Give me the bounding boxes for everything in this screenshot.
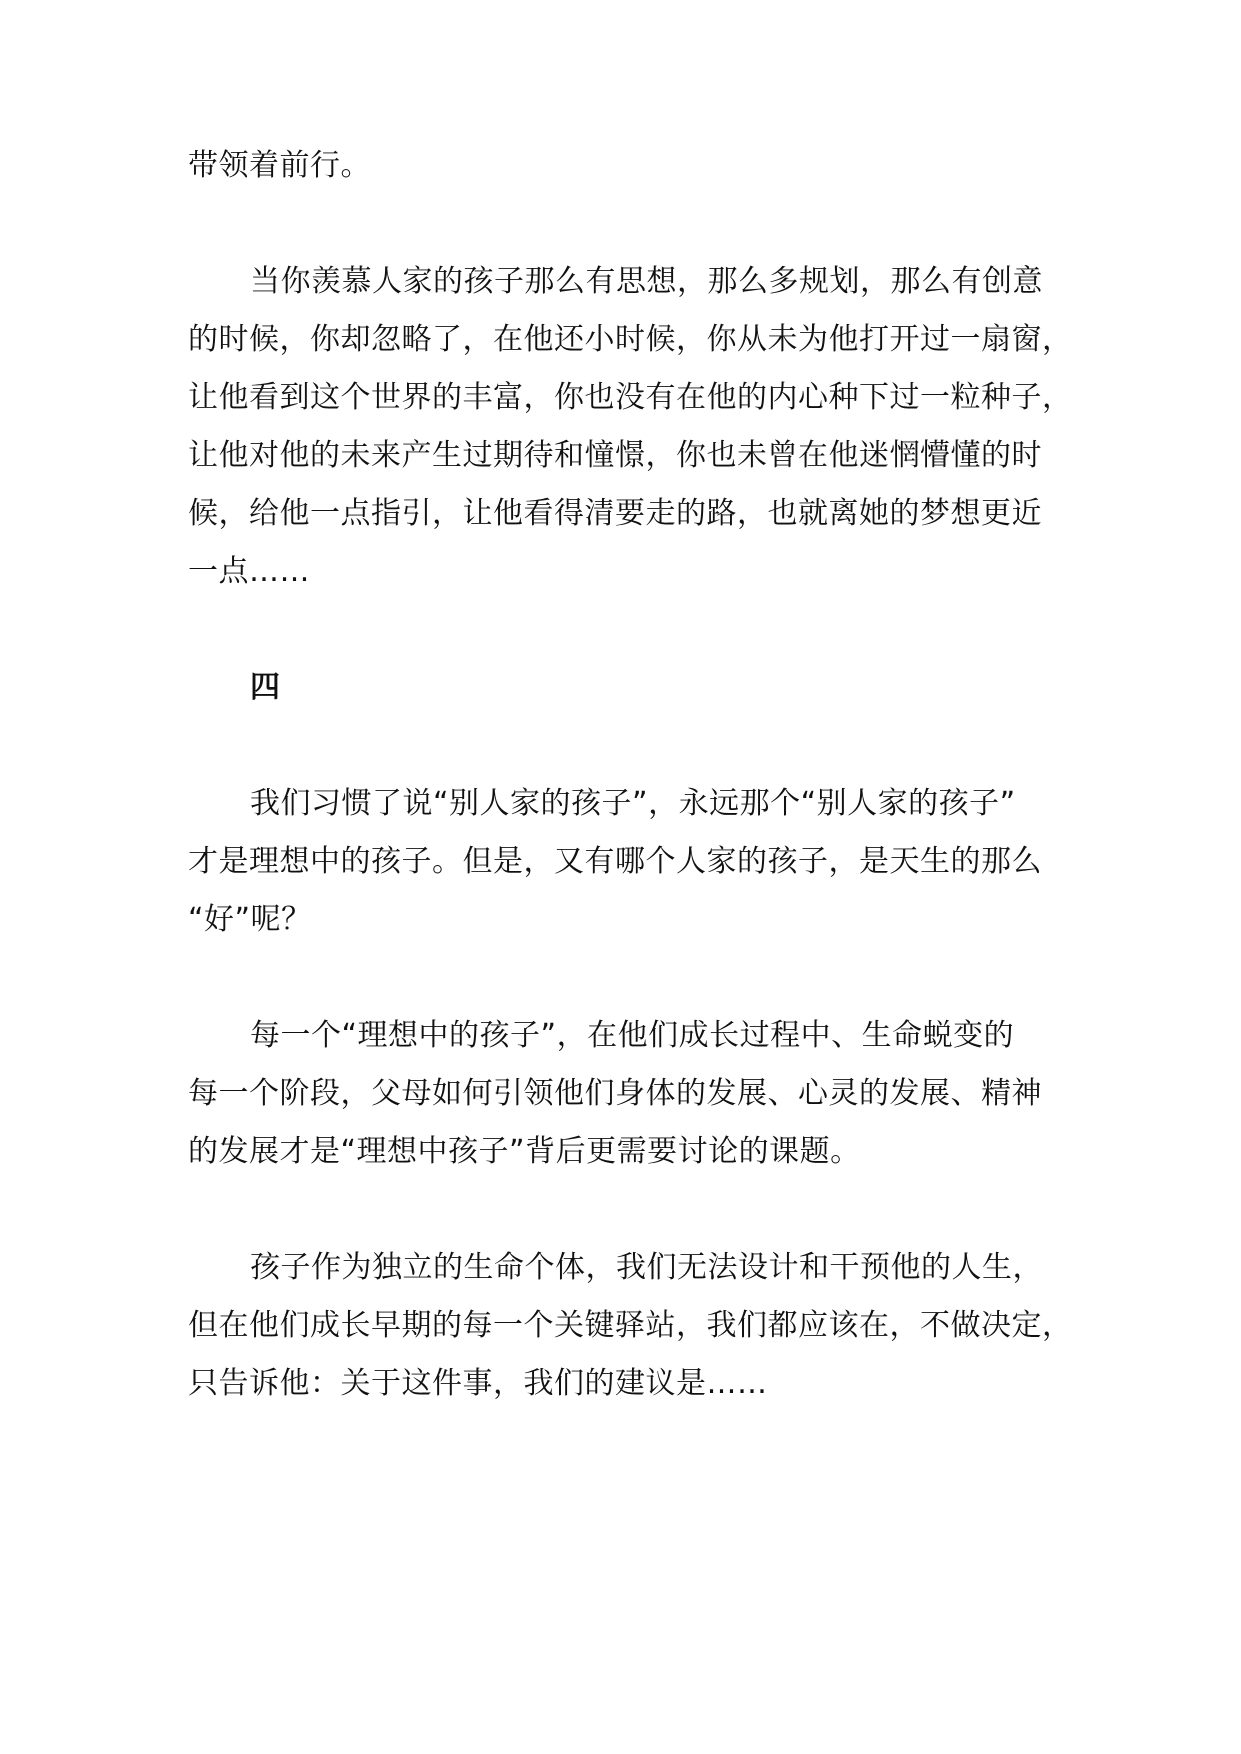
paragraph-line: 一点…… (188, 554, 310, 589)
paragraph-line: 让他看到这个世界的丰富，你也没有在他的内心种下过一粒种子， (188, 380, 1073, 415)
paragraph-line: 只告诉他：关于这件事，我们的建议是…… (188, 1366, 768, 1401)
paragraph-line: 才是理想中的孩子。但是，又有哪个人家的孩子，是天生的那么 (188, 844, 1042, 879)
paragraph-line: 孩子作为独立的生命个体，我们无法设计和干预他的人生， (250, 1250, 1043, 1285)
paragraph-line: 当你羡慕人家的孩子那么有思想，那么多规划，那么有创意 (250, 264, 1043, 299)
paragraph-line: 候，给他一点指引，让他看得清要走的路，也就离她的梦想更近 (188, 496, 1042, 531)
paragraph-line: 我们习惯了说“别人家的孩子”，永远那个“别人家的孩子” (250, 786, 1016, 821)
paragraph-line: 带领着前行。 (188, 148, 371, 183)
paragraph-line: “好”呢？ (188, 902, 312, 937)
section-heading: 四 (250, 670, 281, 705)
paragraph-line: 让他对他的未来产生过期待和憧憬，你也未曾在他迷惘懵懂的时 (188, 438, 1042, 473)
paragraph-line: 每一个阶段，父母如何引领他们身体的发展、心灵的发展、精神 (188, 1076, 1042, 1111)
paragraph-line: 的发展才是“理想中孩子”背后更需要讨论的课题。 (188, 1134, 861, 1169)
paragraph-line: 每一个“理想中的孩子”，在他们成长过程中、生命蜕变的 (250, 1018, 1015, 1053)
paragraph-line: 但在他们成长早期的每一个关键驿站，我们都应该在，不做决定， (188, 1308, 1073, 1343)
paragraph-line: 的时候，你却忽略了，在他还小时候，你从未为他打开过一扇窗， (188, 322, 1073, 357)
